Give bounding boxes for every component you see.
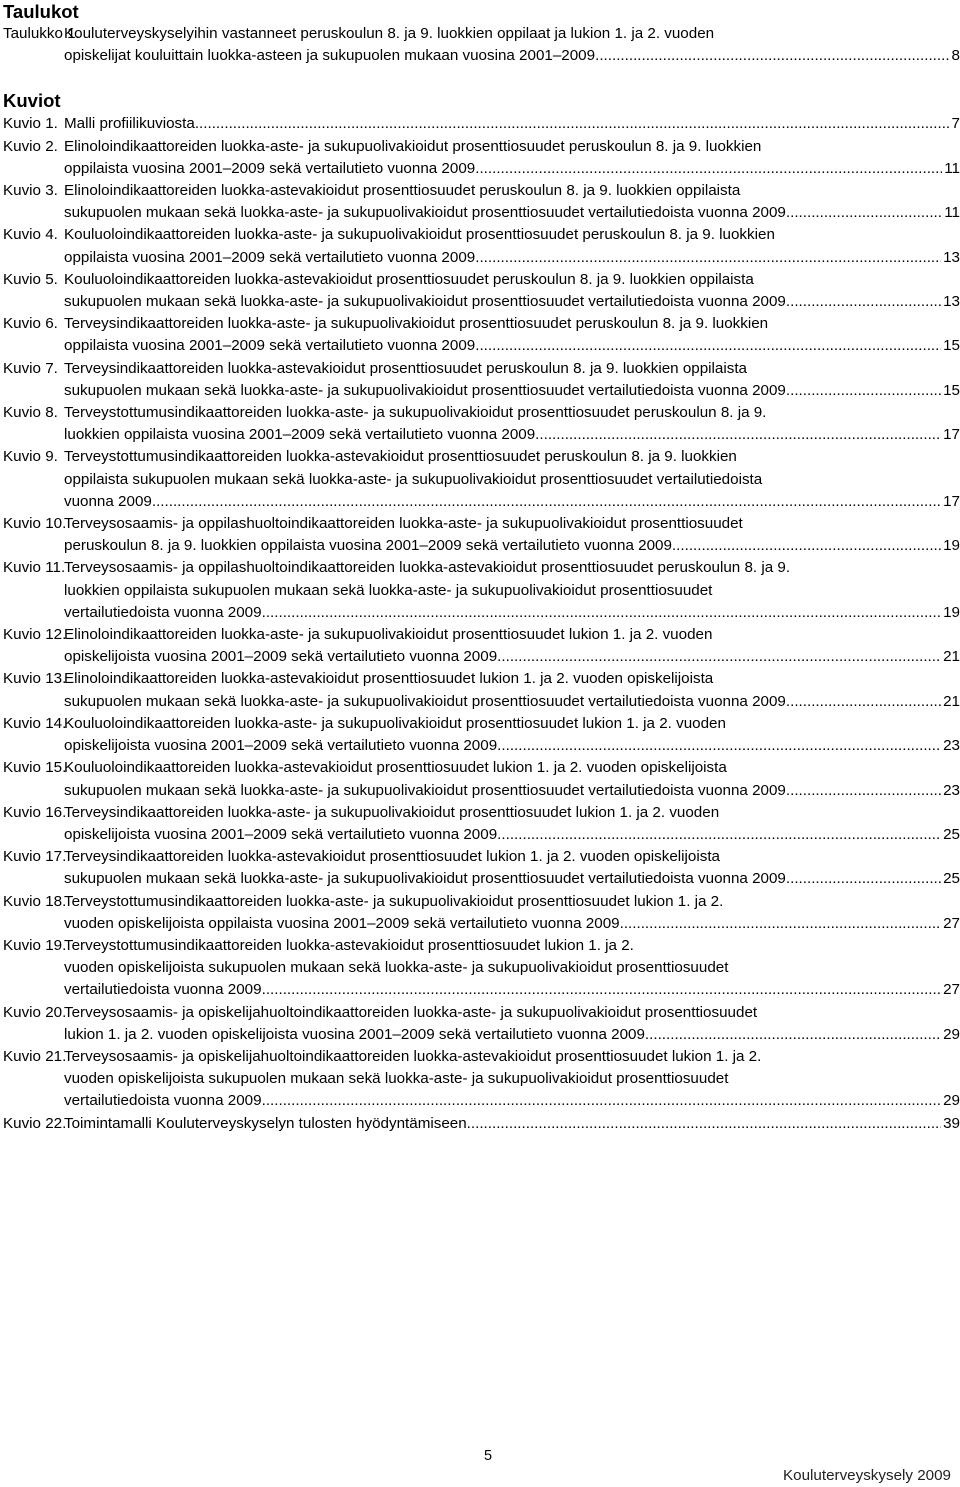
dot-leader: [790, 868, 941, 890]
entry-page-number: 23: [943, 781, 960, 799]
entry-text-line: Kouluterveyskyselyihin vastanneet peruskoulun 8. ja 9. luokkien oppilaat ja lukion 1. ja 2. vuoden: [64, 25, 715, 42]
toc-entry[interactable]: [3, 136, 960, 180]
dot-leader: [649, 1024, 941, 1046]
toc-entry[interactable]: [3, 358, 960, 402]
toc-entry[interactable]: [3, 402, 960, 446]
entry-label: Kuvio 7.: [3, 359, 58, 377]
footer-text: Kouluterveyskysely 2009: [783, 1467, 951, 1484]
entry-page-number: 27: [943, 914, 960, 932]
dot-leader: [501, 646, 941, 668]
entry-text-line: oppilaista sukupuolen mukaan sekä luokka-aste- ja sukupuolivakioidut prosenttiosuudet vertailutiedoista: [64, 470, 763, 488]
entry-text-line: Malli profiilikuviosta: [64, 115, 195, 133]
entry-label: Kuvio 5.: [3, 270, 58, 288]
entry-page-number: 21: [943, 648, 960, 666]
entry-text-line: sukupuolen mukaan sekä luokka-aste- ja sukupuolivakioidut prosenttiosuudet vertailutiedoista vuonna 2009.: [64, 381, 791, 399]
entry-text-line: Toimintamalli Kouluterveyskyselyn tulosten hyödyntämiseen.: [64, 1114, 471, 1132]
entry-label: Kuvio 3.: [3, 182, 58, 200]
entry-text-line: sukupuolen mukaan sekä luokka-aste- ja sukupuolivakioidut prosenttiosuudet vertailutiedoista vuonna 2009.: [64, 781, 791, 799]
entry-page-number: 7: [951, 115, 960, 133]
dot-leader: [479, 158, 942, 180]
toc-entry[interactable]: [3, 1002, 960, 1046]
entry-text-line: Terveysindikaattoreiden luokka-aste- ja sukupuolivakioidut prosenttiosuudet peruskoulun 8. ja 9. luokkien: [64, 315, 769, 333]
entry-last-line: [64, 646, 960, 668]
entry-text-line: Terveystottumusindikaattoreiden luokka-astevakioidut prosenttiosuudet peruskoulun 8. ja 9. luokkien: [64, 448, 737, 466]
toc-entry[interactable]: [3, 757, 960, 801]
entry-label: Kuvio 13.: [3, 670, 67, 688]
entry-page-number: 27: [943, 981, 960, 999]
entry-page-number: 39: [943, 1114, 960, 1132]
entry-text-line: opiskelijat kouluittain luokka-asteen ja sukupuolen mukaan vuosina 2001–2009.: [64, 47, 600, 65]
toc-entry[interactable]: [3, 269, 960, 313]
entry-page-number: 19: [943, 537, 960, 555]
entry-page-number: 19: [943, 603, 960, 621]
entry-text-line: oppilaista vuosina 2001–2009 sekä vertailutieto vuonna 2009.: [64, 159, 480, 177]
entry-text-line: sukupuolen mukaan sekä luokka-aste- ja sukupuolivakioidut prosenttiosuudet vertailutiedoista vuonna 2009.: [64, 870, 791, 888]
entry-page-number: 11: [944, 204, 960, 222]
entry-label: Kuvio 16.: [3, 803, 67, 821]
entry-text-line: vuoden opiskelijoista oppilaista vuosina 2001–2009 sekä vertailutieto vuonna 2009.: [64, 914, 624, 932]
toc-entry[interactable]: [3, 891, 960, 935]
entry-text-line: vertailutiedoista vuonna 2009.: [64, 603, 266, 621]
entry-text-line: peruskoulun 8. ja 9. luokkien oppilaista vuosina 2001–2009 sekä vertailutieto vuonna 2009.: [64, 537, 677, 555]
entry-page-number: 15: [943, 337, 960, 355]
entry-page-number: 23: [943, 737, 960, 755]
entry-last-line: [64, 424, 960, 446]
entry-text-line: Terveysosaamis- ja opiskelijahuoltoindikaattoreiden luokka-aste- ja sukupuolivakioidut prosenttiosuudet: [64, 1003, 758, 1021]
entry-last-line: [64, 113, 960, 135]
entry-page-number: 29: [943, 1025, 960, 1043]
entry-label: Kuvio 8.: [3, 404, 58, 422]
entry-label: Kuvio 12.: [3, 626, 67, 644]
toc-entry[interactable]: [3, 846, 960, 890]
entry-label: Kuvio 18.: [3, 892, 67, 910]
entry-page-number: 17: [943, 492, 960, 510]
entry-label: Kuvio 19.: [3, 936, 67, 954]
entry-text-line: Terveysosaamis- ja opiskelijahuoltoindikaattoreiden luokka-astevakioidut prosenttiosuudet lukion 1. ja 2.: [64, 1047, 762, 1065]
dot-leader: [501, 735, 941, 757]
toc-entry[interactable]: [3, 935, 960, 1002]
entry-label: Kuvio 9.: [3, 448, 58, 466]
entry-page-number: 13: [943, 248, 960, 266]
entry-label: Taulukko 1.: [3, 25, 80, 42]
entry-label: Kuvio 10.: [3, 515, 67, 533]
entry-page-number: 21: [943, 692, 960, 710]
entry-text-line: Terveysosaamis- ja oppilashuoltoindikaattoreiden luokka-astevakioidut prosenttiosuudet peruskoulun 8. ja 9.: [64, 559, 791, 577]
toc-entry[interactable]: [3, 23, 960, 67]
entry-text-line: Kouluoloindikaattoreiden luokka-aste- ja sukupuolivakioidut prosenttiosuudet peruskoulun 8. ja 9. luokkien: [64, 226, 775, 244]
entry-page-number: 11: [944, 159, 960, 177]
entry-page-number: 15: [943, 381, 960, 399]
toc-entry[interactable]: [3, 1046, 960, 1113]
entry-page-number: 17: [943, 426, 960, 444]
figures-heading: Kuviot: [3, 90, 61, 112]
entry-text-line: vertailutiedoista vuonna 2009.: [64, 1092, 266, 1110]
entry-text-line: vertailutiedoista vuonna 2009.: [64, 981, 266, 999]
entry-last-line: [64, 1113, 960, 1135]
entry-page-number: 25: [943, 870, 960, 888]
entry-label: Kuvio 6.: [3, 315, 58, 333]
entry-label: Kuvio 1.: [3, 115, 58, 133]
toc-entry[interactable]: [3, 557, 960, 624]
entry-label: Kuvio 11.: [3, 559, 66, 577]
entry-page-number: 29: [943, 1092, 960, 1110]
entry-text-line: sukupuolen mukaan sekä luokka-aste- ja sukupuolivakioidut prosenttiosuudet vertailutiedoista vuonna 2009.: [64, 293, 791, 311]
dot-leader: [479, 247, 941, 269]
dot-leader: [790, 291, 941, 313]
entry-text-line: Elinoloindikaattoreiden luokka-aste- ja sukupuolivakioidut prosenttiosuudet peruskoulun 8. ja 9. luokkien: [64, 137, 762, 155]
entry-label: Kuvio 20.: [3, 1003, 67, 1021]
entry-last-line: [64, 979, 960, 1001]
entry-last-line: [64, 291, 960, 313]
dot-leader: [195, 113, 950, 135]
dot-leader: [501, 824, 941, 846]
dot-leader: [479, 335, 941, 357]
entry-text-line: vuoden opiskelijoista sukupuolen mukaan sekä luokka-aste- ja sukupuolivakioidut prosenttiosuudet: [64, 1070, 729, 1088]
page-number: 5: [483, 1448, 493, 1464]
entry-page-number: 25: [943, 825, 960, 843]
entry-last-line: [64, 247, 960, 269]
entry-text-line: Elinoloindikaattoreiden luokka-aste- ja sukupuolivakioidut prosenttiosuudet lukion 1. ja 2. vuoden: [64, 626, 713, 644]
entry-last-line: [64, 824, 960, 846]
toc-entry[interactable]: [3, 713, 960, 757]
entry-text-line: luokkien oppilaista vuosina 2001–2009 sekä vertailutieto vuonna 2009.: [64, 426, 540, 444]
entry-text-line: luokkien oppilaista sukupuolen mukaan sekä luokka-aste- ja sukupuolivakioidut prosenttiosuudet: [64, 581, 713, 599]
dot-leader: [676, 535, 941, 557]
entry-page-number: 13: [943, 293, 960, 311]
dot-leader: [156, 491, 941, 513]
toc-entry[interactable]: [3, 802, 960, 846]
entry-last-line: [64, 380, 960, 402]
dot-leader: [790, 202, 942, 224]
entry-last-line: [64, 691, 960, 713]
entry-text-line: vuoden opiskelijoista sukupuolen mukaan sekä luokka-aste- ja sukupuolivakioidut prosenttiosuudet: [64, 959, 729, 977]
entry-text-line: opiskelijoista vuosina 2001–2009 sekä vertailutieto vuonna 2009.: [64, 737, 502, 755]
entry-text-line: Terveystottumusindikaattoreiden luokka-aste- ja sukupuolivakioidut prosenttiosuudet lukion 1. ja 2.: [64, 892, 724, 910]
entry-last-line: [64, 602, 960, 624]
dot-leader: [790, 691, 941, 713]
dot-leader: [266, 602, 941, 624]
toc-entry[interactable]: [3, 180, 960, 224]
entry-text-line: Terveysindikaattoreiden luokka-astevakioidut prosenttiosuudet peruskoulun 8. ja 9. luokkien oppilaista: [64, 359, 748, 377]
toc-entry[interactable]: [3, 446, 960, 513]
tables-heading: Taulukot: [3, 1, 79, 22]
entry-text-line: Terveystottumusindikaattoreiden luokka-astevakioidut prosenttiosuudet lukion 1. ja 2.: [64, 936, 634, 954]
toc-entry[interactable]: [3, 113, 960, 135]
entry-label: Kuvio 17.: [3, 848, 67, 866]
dot-leader: [266, 979, 941, 1001]
entry-text-line: opiskelijoista vuosina 2001–2009 sekä vertailutieto vuonna 2009.: [64, 825, 502, 843]
entry-label: Kuvio 2.: [3, 137, 58, 155]
entry-last-line: [64, 735, 960, 757]
dot-leader: [790, 780, 941, 802]
entry-label: Kuvio 15.: [3, 759, 67, 777]
entry-last-line: [64, 780, 960, 802]
entry-text-line: sukupuolen mukaan sekä luokka-aste- ja sukupuolivakioidut prosenttiosuudet vertailutiedoista vuonna 2009.: [64, 692, 791, 710]
entry-text-line: Terveysindikaattoreiden luokka-aste- ja sukupuolivakioidut prosenttiosuudet lukion 1. ja 2. vuoden: [64, 803, 720, 821]
dot-leader: [539, 424, 941, 446]
entry-page-number: 8: [951, 47, 960, 65]
entry-last-line: [64, 202, 960, 224]
dot-leader: [266, 1090, 941, 1112]
entry-text-line: sukupuolen mukaan sekä luokka-aste- ja sukupuolivakioidut prosenttiosuudet vertailutiedoista vuonna 2009.: [64, 204, 791, 222]
toc-entry[interactable]: [3, 668, 960, 712]
dot-leader: [599, 45, 949, 67]
entry-last-line: [64, 868, 960, 890]
entry-text-line: Terveysindikaattoreiden luokka-astevakioidut prosenttiosuudet lukion 1. ja 2. vuoden opiskelijoista: [64, 848, 720, 866]
entry-text-line: Terveystottumusindikaattoreiden luokka-aste- ja sukupuolivakioidut prosenttiosuudet peruskoulun 8. ja 9.: [64, 404, 767, 422]
entry-text-line: Kouluoloindikaattoreiden luokka-astevakioidut prosenttiosuudet peruskoulun 8. ja 9. luokkien oppilaista: [64, 270, 754, 288]
toc-entry[interactable]: [3, 624, 960, 668]
entry-last-line: [64, 535, 960, 557]
entry-text-line: oppilaista vuosina 2001–2009 sekä vertailutieto vuonna 2009.: [64, 337, 480, 355]
dot-leader: [790, 380, 941, 402]
entry-text-line: lukion 1. ja 2. vuoden opiskelijoista vuosina 2001–2009 sekä vertailutieto vuonna 2009.: [64, 1025, 650, 1043]
figures-list: [3, 113, 960, 1134]
entry-last-line: [64, 913, 960, 935]
entry-last-line: [64, 491, 960, 513]
entry-text-line: vuonna 2009.: [64, 492, 157, 510]
entry-text-line: oppilaista vuosina 2001–2009 sekä vertailutieto vuonna 2009.: [64, 248, 480, 266]
toc-entry[interactable]: [3, 313, 960, 357]
entry-text-line: Elinoloindikaattoreiden luokka-astevakioidut prosenttiosuudet peruskoulun 8. ja 9. luokkien oppilaista: [64, 182, 741, 200]
entry-text-line: Kouluoloindikaattoreiden luokka-aste- ja sukupuolivakioidut prosenttiosuudet lukion 1. ja 2. vuoden: [64, 714, 726, 732]
document: [3, 0, 960, 1135]
entry-text-line: Elinoloindikaattoreiden luokka-astevakioidut prosenttiosuudet lukion 1. ja 2. vuoden opiskelijoista: [64, 670, 714, 688]
entry-text-line: Kouluoloindikaattoreiden luokka-astevakioidut prosenttiosuudet lukion 1. ja 2. vuoden opiskelijoista: [64, 759, 727, 777]
entry-last-line: [64, 1090, 960, 1112]
entry-last-line: [64, 158, 960, 180]
entry-label: Kuvio 4.: [3, 226, 58, 244]
entry-last-line: [64, 335, 960, 357]
dot-leader: [471, 1113, 941, 1135]
toc-entry[interactable]: [3, 1113, 960, 1135]
tables-list: [3, 23, 960, 67]
entry-label: Kuvio 22.: [3, 1114, 67, 1132]
entry-label: Kuvio 14.: [3, 714, 67, 732]
entry-last-line: [64, 45, 960, 67]
entry-text-line: opiskelijoista vuosina 2001–2009 sekä vertailutieto vuonna 2009.: [64, 648, 502, 666]
entry-text-line: Terveysosaamis- ja oppilashuoltoindikaattoreiden luokka-aste- ja sukupuolivakioidut prosenttiosuudet: [64, 515, 743, 533]
toc-entry[interactable]: [3, 513, 960, 557]
entry-last-line: [64, 1024, 960, 1046]
toc-entry[interactable]: [3, 224, 960, 268]
entry-label: Kuvio 21.: [3, 1047, 67, 1065]
dot-leader: [624, 913, 941, 935]
